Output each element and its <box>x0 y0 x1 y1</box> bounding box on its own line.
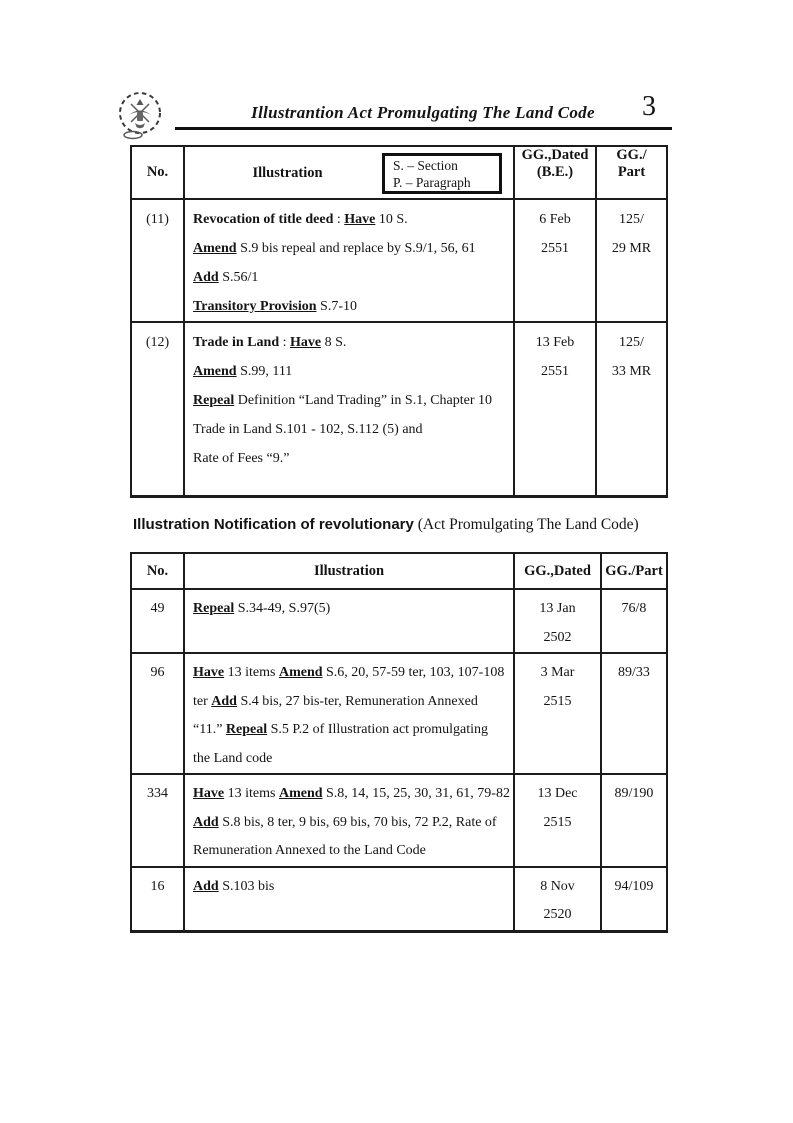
gg-part-cell <box>596 199 667 322</box>
illustration-cell <box>184 867 514 932</box>
illustration-line: Repeal Definition “Land Trading” in S.1, Chapter 10 <box>193 393 493 408</box>
notifications-table <box>130 552 668 933</box>
gg-dated-cell <box>514 199 596 322</box>
gg-dated-be-label: (B.E.) <box>536 164 574 180</box>
gg-dated-label: GG.,Dated <box>521 147 589 163</box>
illustration-line: the Land code <box>193 750 273 766</box>
gg-dated-value: 6 Feb <box>539 212 571 227</box>
legend-paragraph: P. – Paragraph <box>393 174 471 190</box>
row-number: 334 <box>147 786 168 801</box>
illustration-cell <box>184 653 514 774</box>
table-row <box>131 589 667 653</box>
row-number-cell <box>131 653 184 774</box>
gg-dated-value: 2515 <box>543 693 572 709</box>
illustration-line: Have 13 items Amend S.6, 20, 57-59 ter, 103, 107-108 <box>193 665 505 680</box>
illustration-line: Add S.56/1 <box>193 270 259 285</box>
gg-part-value: 76/8 <box>621 601 647 616</box>
gg-dated-value: 2502 <box>543 629 572 645</box>
legend-box <box>382 153 502 194</box>
gg-part-value: 89/190 <box>614 786 654 801</box>
illustration-cell <box>184 199 514 322</box>
illustration-line: Repeal S.34-49, S.97(5) <box>193 601 331 616</box>
column-header-gg-part: GG./Part <box>601 553 667 589</box>
illustration-line: Amend S.99, 111 <box>193 364 293 379</box>
row-number: 96 <box>150 665 165 680</box>
gg-part-label-1: GG./ <box>616 147 647 163</box>
illustration-cell <box>184 774 514 867</box>
row-number: 16 <box>150 878 165 894</box>
table-header-row <box>131 146 667 199</box>
illustration-line: Add S.103 bis <box>193 878 275 894</box>
illustration-line: Remuneration Annexed to the Land Code <box>193 843 426 858</box>
gg-dated-value: 2551 <box>541 364 569 379</box>
gg-part-value: 33 MR <box>611 364 652 379</box>
table-row <box>131 653 667 774</box>
gg-dated-cell <box>514 653 601 774</box>
column-header-illustration: Illustration <box>184 553 514 589</box>
gg-dated-value: 2520 <box>543 907 572 922</box>
illustration-line: Add S.8 bis, 8 ter, 9 bis, 69 bis, 70 bis, 72 P.2, Rate of <box>193 814 497 830</box>
gg-dated-cell <box>514 589 601 653</box>
illustration-header-label: Illustration <box>252 165 323 181</box>
gg-dated-value: 2551 <box>541 241 569 256</box>
header-rule <box>175 127 672 130</box>
row-number-cell <box>131 774 184 867</box>
table-row <box>131 322 667 496</box>
gg-part-value: 94/109 <box>614 878 654 894</box>
row-number-cell <box>131 867 184 932</box>
gg-dated-value: 3 Mar <box>540 665 575 680</box>
gg-part-cell <box>596 322 667 496</box>
government-seal-icon <box>117 90 165 144</box>
row-number: 49 <box>150 601 165 616</box>
column-header-gg-part <box>596 146 667 199</box>
section-heading-rest: (Act Promulgating The Land Code) <box>413 516 639 533</box>
legend-section: S. – Section <box>393 158 458 173</box>
illustration-cell <box>184 322 514 496</box>
illustration-line: Revocation of title deed : Have 10 S. <box>193 212 408 227</box>
illustration-line: Trade in Land S.101 - 102, S.112 (5) and <box>193 422 423 437</box>
illustration-cell <box>184 589 514 653</box>
column-header-no: No. <box>131 146 184 199</box>
gg-dated-value: 8 Nov <box>540 878 575 894</box>
gg-dated-value: 13 Dec <box>537 786 578 801</box>
gg-dated-value: 2515 <box>543 814 572 830</box>
section-heading-bold: Illustration Notification of revolutionary <box>133 516 414 533</box>
gg-dated-cell <box>514 774 601 867</box>
column-header-no: No. <box>131 553 184 589</box>
table-row <box>131 199 667 322</box>
illustration-line: Transitory Provision S.7-10 <box>193 299 357 314</box>
table-row <box>131 774 667 867</box>
illustration-line: “11.” Repeal S.5 P.2 of Illustration act promulgating <box>193 722 489 737</box>
gg-dated-value: 13 Feb <box>535 335 575 350</box>
gg-part-cell <box>601 774 667 867</box>
row-number: (12) <box>145 335 170 350</box>
column-header-gg-dated: GG.,Dated <box>514 553 601 589</box>
column-header-illustration <box>184 146 514 199</box>
illustration-line: Have 13 items Amend S.8, 14, 15, 25, 30, 31, 61, 79-82 <box>193 786 510 801</box>
gg-dated-value: 13 Jan <box>539 601 576 616</box>
gg-part-value: 125/ <box>619 212 644 227</box>
table-header-row <box>131 553 667 589</box>
table-row <box>131 867 667 932</box>
row-number-cell <box>131 199 184 322</box>
gg-dated-cell <box>514 322 596 496</box>
illustration-line: Trade in Land : Have 8 S. <box>193 335 347 350</box>
row-number: (11) <box>146 212 169 227</box>
column-header-gg-dated <box>514 146 596 199</box>
gg-part-value: 29 MR <box>611 241 652 256</box>
gg-part-cell <box>601 867 667 932</box>
gg-part-cell <box>601 653 667 774</box>
gg-part-cell <box>601 589 667 653</box>
gg-dated-cell <box>514 867 601 932</box>
gg-part-value: 125/ <box>619 335 644 350</box>
section-heading <box>133 516 639 534</box>
illustration-line: ter Add S.4 bis, 27 bis-ter, Remuneration Annexed <box>193 693 478 709</box>
page-title: Illustrantion Act Promulgating The Land Code <box>251 103 595 122</box>
row-number-cell <box>131 589 184 653</box>
gg-part-label-2: Part <box>617 164 646 180</box>
row-number-cell <box>131 322 184 496</box>
illustration-line: Rate of Fees “9.” <box>193 451 290 466</box>
page-number: 3 <box>642 91 656 122</box>
amendments-table <box>130 145 668 498</box>
illustration-line: Amend S.9 bis repeal and replace by S.9/1, 56, 61 <box>193 241 476 256</box>
gg-part-value: 89/33 <box>618 665 650 680</box>
